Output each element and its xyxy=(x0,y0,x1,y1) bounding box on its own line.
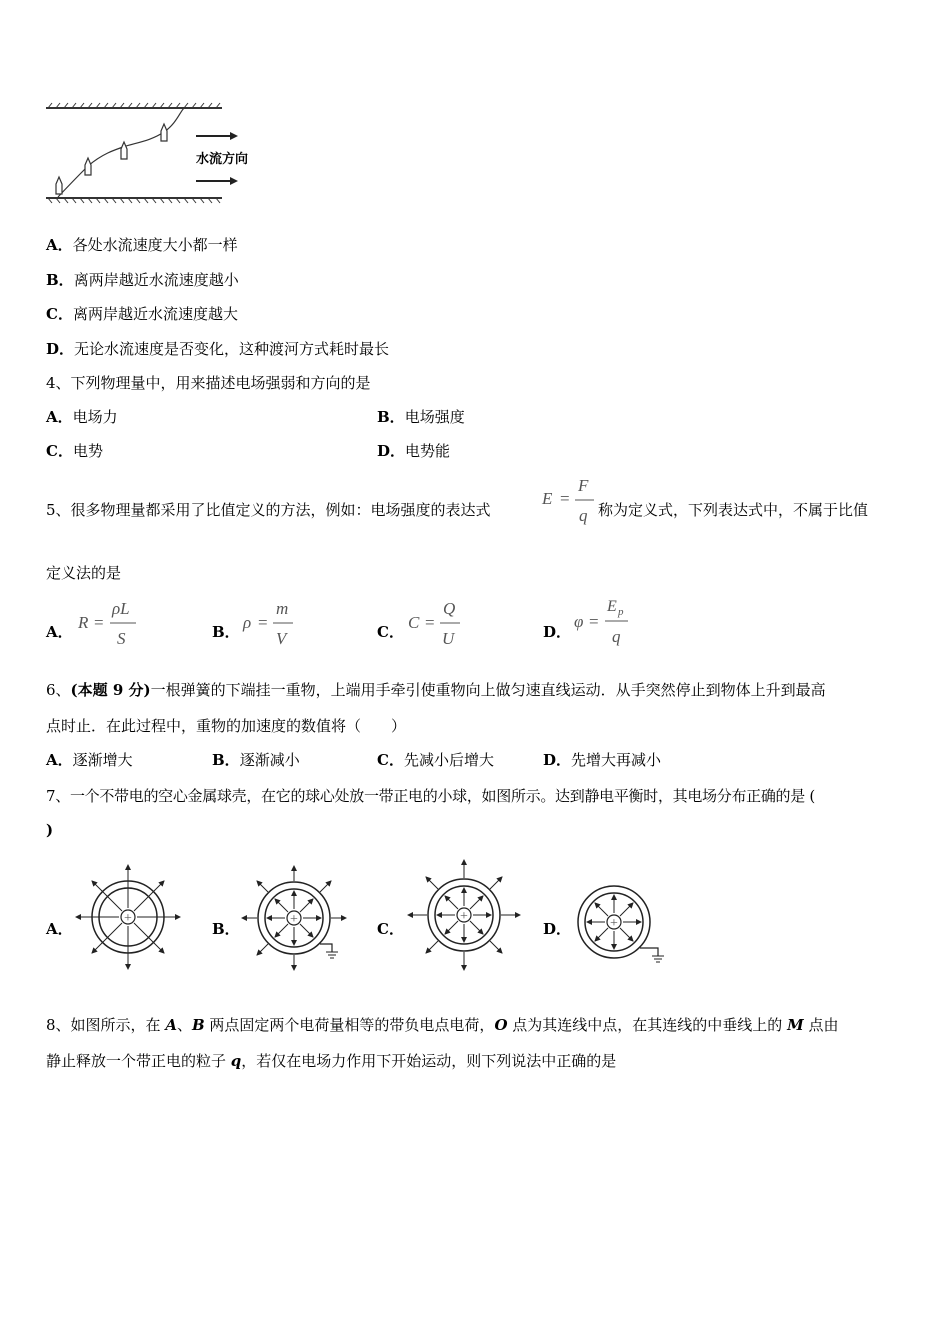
q7-option-b-letter: B． xyxy=(212,920,240,938)
option-letter: B． xyxy=(212,751,240,769)
q8-text: 点为其连线中点，在其连线的中垂线上的 xyxy=(507,1016,788,1034)
q8-text: 8、如图所示，在 xyxy=(46,1016,166,1034)
q5-stem-after: 称为定义式，下列表达式中，不属于比值 xyxy=(598,501,869,519)
formula-num: m xyxy=(276,599,289,618)
center-charge: + xyxy=(610,916,618,931)
formula-den: q xyxy=(612,627,621,646)
q3-option-a xyxy=(46,234,238,255)
option-letter: D． xyxy=(377,442,406,460)
q8-line2 xyxy=(46,1050,616,1071)
q6-line1 xyxy=(46,679,826,700)
point-a-label: A xyxy=(165,1016,177,1034)
q7-option-d-letter: D． xyxy=(543,920,572,938)
q6-option-b xyxy=(212,749,300,770)
q7-option-c-letter: C． xyxy=(377,920,404,938)
q5-option-c-formula xyxy=(406,598,472,650)
option-letter: A． xyxy=(46,236,73,254)
q7-option-a-letter: A． xyxy=(46,920,73,938)
q7-option-d-field-diagram xyxy=(572,880,672,964)
q6-line2: 点时止．在此过程中，重物的加速度的数值将（ ） xyxy=(46,717,407,735)
option-letter: D． xyxy=(543,751,572,769)
option-text: 电场强度 xyxy=(404,408,465,426)
formula-num: E xyxy=(607,598,617,615)
q8-line1 xyxy=(46,1014,838,1035)
river-flow-label: 水流方向 xyxy=(196,152,249,167)
q8-text: 、 xyxy=(176,1016,192,1034)
formula-eq: = xyxy=(258,613,268,632)
option-letter: B． xyxy=(46,271,74,289)
option-text: 电势能 xyxy=(405,442,451,460)
formula-num: ρL xyxy=(112,599,130,618)
center-charge: + xyxy=(290,912,298,927)
formula-num-sub: p xyxy=(618,606,624,618)
q5-option-b-letter: B． xyxy=(212,623,240,641)
option-letter: C． xyxy=(46,442,73,460)
formula-lhs: C xyxy=(408,613,420,632)
q7-option-b-field-diagram xyxy=(238,860,358,974)
q5-option-a-formula xyxy=(76,598,142,650)
formula-lhs: φ xyxy=(574,612,584,631)
q3-option-d xyxy=(46,338,389,359)
point-m-label: M xyxy=(787,1016,804,1034)
formula-den: V xyxy=(276,629,287,648)
q3-option-b xyxy=(46,269,239,290)
point-b-label: B xyxy=(191,1016,205,1034)
q4-option-c xyxy=(46,440,103,461)
charge-q-label: q xyxy=(230,1052,242,1070)
q8-text: 静止释放一个带正电的粒子 xyxy=(46,1052,231,1070)
option-letter: C． xyxy=(377,751,404,769)
q7-option-c-field-diagram xyxy=(404,856,524,974)
formula-eq: = xyxy=(560,489,570,508)
center-charge: + xyxy=(124,911,132,926)
q6-number: 6、 xyxy=(46,681,71,699)
option-text: 逐渐增大 xyxy=(72,751,133,769)
q3-option-c xyxy=(46,303,238,324)
q8-text: 两点固定两个电荷量相等的带负电点电荷， xyxy=(204,1016,495,1034)
option-text: 先减小后增大 xyxy=(403,751,494,769)
q8-text: 点由 xyxy=(803,1016,839,1034)
q4-option-b xyxy=(377,406,465,427)
q6-tag: (本题 9 分) xyxy=(70,681,151,699)
q5-option-d-formula xyxy=(572,594,642,650)
q6-option-d xyxy=(543,749,661,770)
q6-option-c xyxy=(377,749,494,770)
option-text: 各处水流速度大小都一样 xyxy=(72,236,238,254)
formula-num: Q xyxy=(443,599,456,618)
formula-num: F xyxy=(578,476,589,495)
option-letter: D． xyxy=(46,340,75,358)
option-text: 先增大再减小 xyxy=(571,751,662,769)
center-charge: + xyxy=(460,909,468,924)
q5-option-c-letter: C． xyxy=(377,623,404,641)
formula-eq: = xyxy=(94,613,104,632)
q7-line1: 7、一个不带电的空心金属球壳，在它的球心处放一带正电的小球，如图所示。达到静电平衡时，其电场分布正确的是 ( xyxy=(46,787,815,805)
q5-stem-before: 5、很多物理量都采用了比值定义的方法，例如：电场强度的表达式 xyxy=(46,501,491,519)
formula-lhs: E xyxy=(542,489,553,508)
q6-text: 一根弹簧的下端挂一重物，上端用手牵引使重物向上做匀速直线运动．从手突然停止到物体上升到最高 xyxy=(150,681,826,699)
q5-option-a-letter: A． xyxy=(46,623,73,641)
option-letter: C． xyxy=(46,305,73,323)
q4-option-d xyxy=(377,440,450,461)
formula-den: q xyxy=(579,506,588,525)
q7-line2: ) xyxy=(46,821,54,839)
q4-stem: 4、下列物理量中，用来描述电场强弱和方向的是 xyxy=(46,374,371,392)
option-text: 离两岸越近水流速度越小 xyxy=(73,271,239,289)
option-text: 逐渐减小 xyxy=(239,751,300,769)
option-letter: B． xyxy=(377,408,405,426)
q5-example-formula xyxy=(540,476,598,528)
q7-option-a-field-diagram xyxy=(74,860,186,974)
q4-option-a xyxy=(46,406,118,427)
option-letter: A． xyxy=(46,408,73,426)
formula-den: U xyxy=(442,629,455,648)
option-text: 离两岸越近水流速度越大 xyxy=(72,305,238,323)
formula-eq: = xyxy=(425,613,435,632)
formula-lhs: ρ xyxy=(243,613,252,632)
q5-stem-line2: 定义法的是 xyxy=(46,564,122,582)
option-letter: A． xyxy=(46,751,73,769)
formula-den: S xyxy=(117,629,126,648)
river-figure xyxy=(44,102,264,207)
point-o-label: O xyxy=(494,1016,508,1034)
option-text: 电势 xyxy=(72,442,103,460)
q5-option-b-formula xyxy=(241,598,307,650)
q6-option-a xyxy=(46,749,133,770)
option-text: 无论水流速度是否变化，这种渡河方式耗时最长 xyxy=(74,340,390,358)
formula-lhs: R xyxy=(78,613,89,632)
formula-eq: = xyxy=(589,612,599,631)
q5-option-d-letter: D． xyxy=(543,623,572,641)
q8-text: ，若仅在电场力作用下开始运动，则下列说法中正确的是 xyxy=(241,1052,617,1070)
option-text: 电场力 xyxy=(72,408,118,426)
